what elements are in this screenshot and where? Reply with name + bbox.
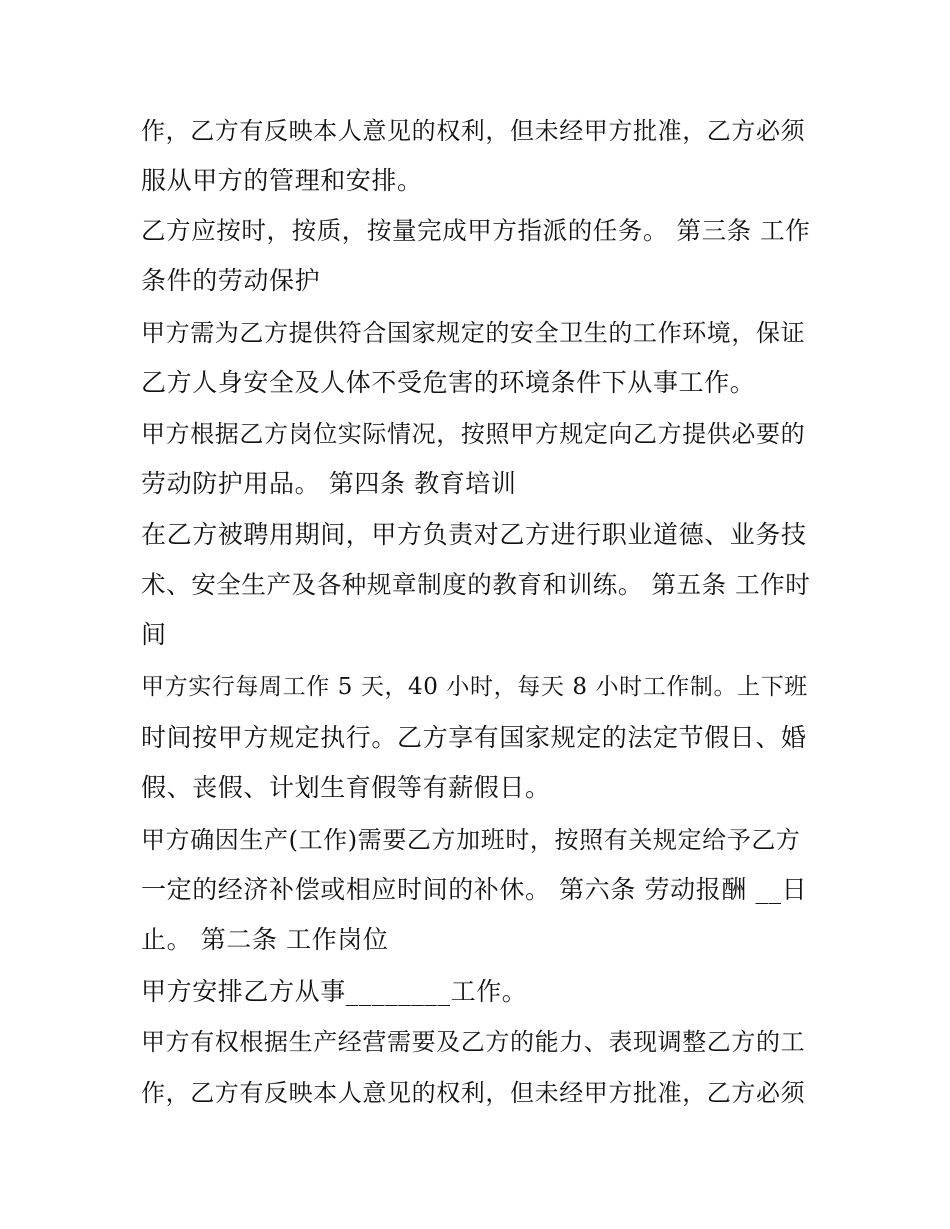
text-line: 作，乙方有反映本人意见的权利，但未经甲方批准，乙方必须	[141, 117, 806, 145]
text-line: 止。 第二条 工作岗位	[141, 925, 389, 954]
text-line: 条件的劳动保护	[141, 266, 321, 295]
text-line: 甲方根据乙方岗位实际情况，按照甲方规定向乙方提供必要的	[141, 420, 806, 448]
text-line: 甲方确因生产(工作)需要乙方加班时，按照有关规定给予乙方	[141, 826, 801, 854]
text-line: 时间按甲方规定执行。乙方享有国家规定的法定节假日、婚	[141, 723, 807, 752]
text-line: 术、安全生产及各种规章制度的教育和训练。 第五条 工作时	[141, 570, 811, 599]
text-line: 假、丧假、计划生育假等有薪假日。	[141, 773, 551, 802]
text-line: 甲方实行每周工作 5 天，40 小时，每天 8 小时工作制。上下班	[141, 674, 808, 700]
text-line: 在乙方被聘用期间，甲方负责对乙方进行职业道德、业务技	[141, 520, 807, 549]
text-line: 劳动防护用品。 第四条 教育培训	[141, 469, 517, 498]
text-line: 乙方人身安全及人体不受危害的环境条件下从事工作。	[141, 368, 756, 397]
text-line: 甲方需为乙方提供符合国家规定的安全卫生的工作环境，保证	[141, 319, 806, 347]
text-line: 乙方应按时，按质，按量完成甲方指派的任务。 第三条 工作	[141, 216, 811, 245]
text-line: 甲方有权根据生产经营需要及乙方的能力、表现调整乙方的工	[141, 1028, 806, 1056]
text-line: 一定的经济补偿或相应时间的补休。 第六条 劳动报酬 __日	[141, 875, 808, 904]
text-line: 间	[141, 620, 167, 649]
text-line: 服从甲方的管理和安排。	[141, 166, 423, 195]
text-line: 甲方安排乙方从事________工作。	[141, 977, 528, 1006]
text-line: 作，乙方有反映本人意见的权利，但未经甲方批准，乙方必须	[141, 1079, 806, 1107]
